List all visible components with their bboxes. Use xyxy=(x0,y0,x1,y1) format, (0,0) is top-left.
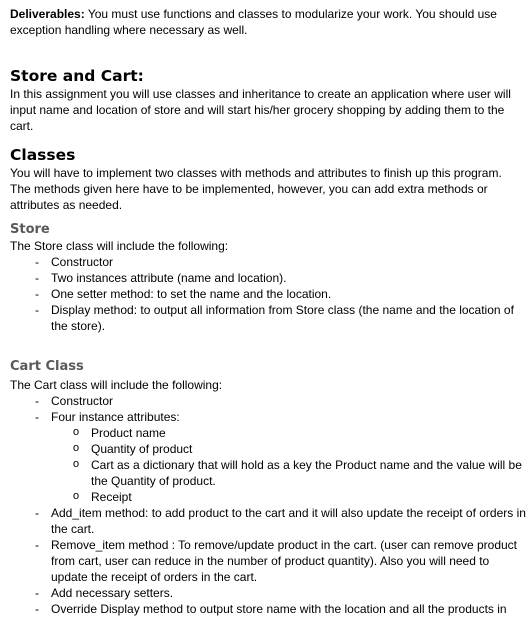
classes-paragraph: You will have to implement two classes with methods and attributes to finish up this program. The methods given here have to be implemented, however, you can add extra methods or attributes as needed. xyxy=(10,166,502,212)
store-cart-paragraph: In this assignment you will use classes and inheritance to create an application where user will input name and location of store and will start his/her grocery shopping by adding them to the cart. xyxy=(10,87,511,133)
deliverables-text: You must use functions and classes to modularize your work. You should use exception handling where necessary as well. xyxy=(10,7,497,37)
attributes-sublist xyxy=(51,425,528,505)
list-item-label: Four instance attributes: xyxy=(51,410,180,424)
cart-list xyxy=(10,393,528,617)
store-list xyxy=(10,254,528,334)
list-item: - Add_item method: to add product to the cart and it will also update the receipt of orders in the cart. xyxy=(10,505,528,537)
cart-heading: Cart Class xyxy=(10,359,84,374)
list-item: - Two instances attribute (name and location). xyxy=(10,270,528,286)
sublist-item: o Quantity of product xyxy=(51,441,528,457)
list-item: - Remove_item method : To remove/update product in the cart. (user can remove product from cart, user can reduce in the number of product quantity). Also you will need to update the receipt of orders in the cart. xyxy=(10,537,528,585)
deliverables-label: Deliverables: xyxy=(10,7,85,21)
store-heading: Store xyxy=(10,222,50,237)
sublist-item: o Cart as a dictionary that will hold as a key the Product name and the value will be the Quantity of product. xyxy=(51,457,528,489)
store-cart-heading: Store and Cart: xyxy=(10,67,144,85)
list-item: - Constructor xyxy=(10,254,528,270)
list-item xyxy=(10,409,528,505)
list-item: - Add necessary setters. xyxy=(10,585,528,601)
cart-intro: The Cart class will include the following: xyxy=(10,378,223,392)
list-item: - Constructor xyxy=(10,393,528,409)
list-item: - Display method: to output all information from Store class (the name and the location of the store). xyxy=(10,302,528,334)
classes-heading: Classes xyxy=(10,146,76,164)
store-intro: The Store class will include the following: xyxy=(10,239,229,253)
list-item: - One setter method: to set the name and the location. xyxy=(10,286,528,302)
sublist-item: o Product name xyxy=(51,425,528,441)
list-item: - Override Display method to output store name with the location and all the products in xyxy=(10,601,528,617)
sublist-item: o Receipt xyxy=(51,489,528,505)
deliverables-paragraph xyxy=(10,6,520,38)
